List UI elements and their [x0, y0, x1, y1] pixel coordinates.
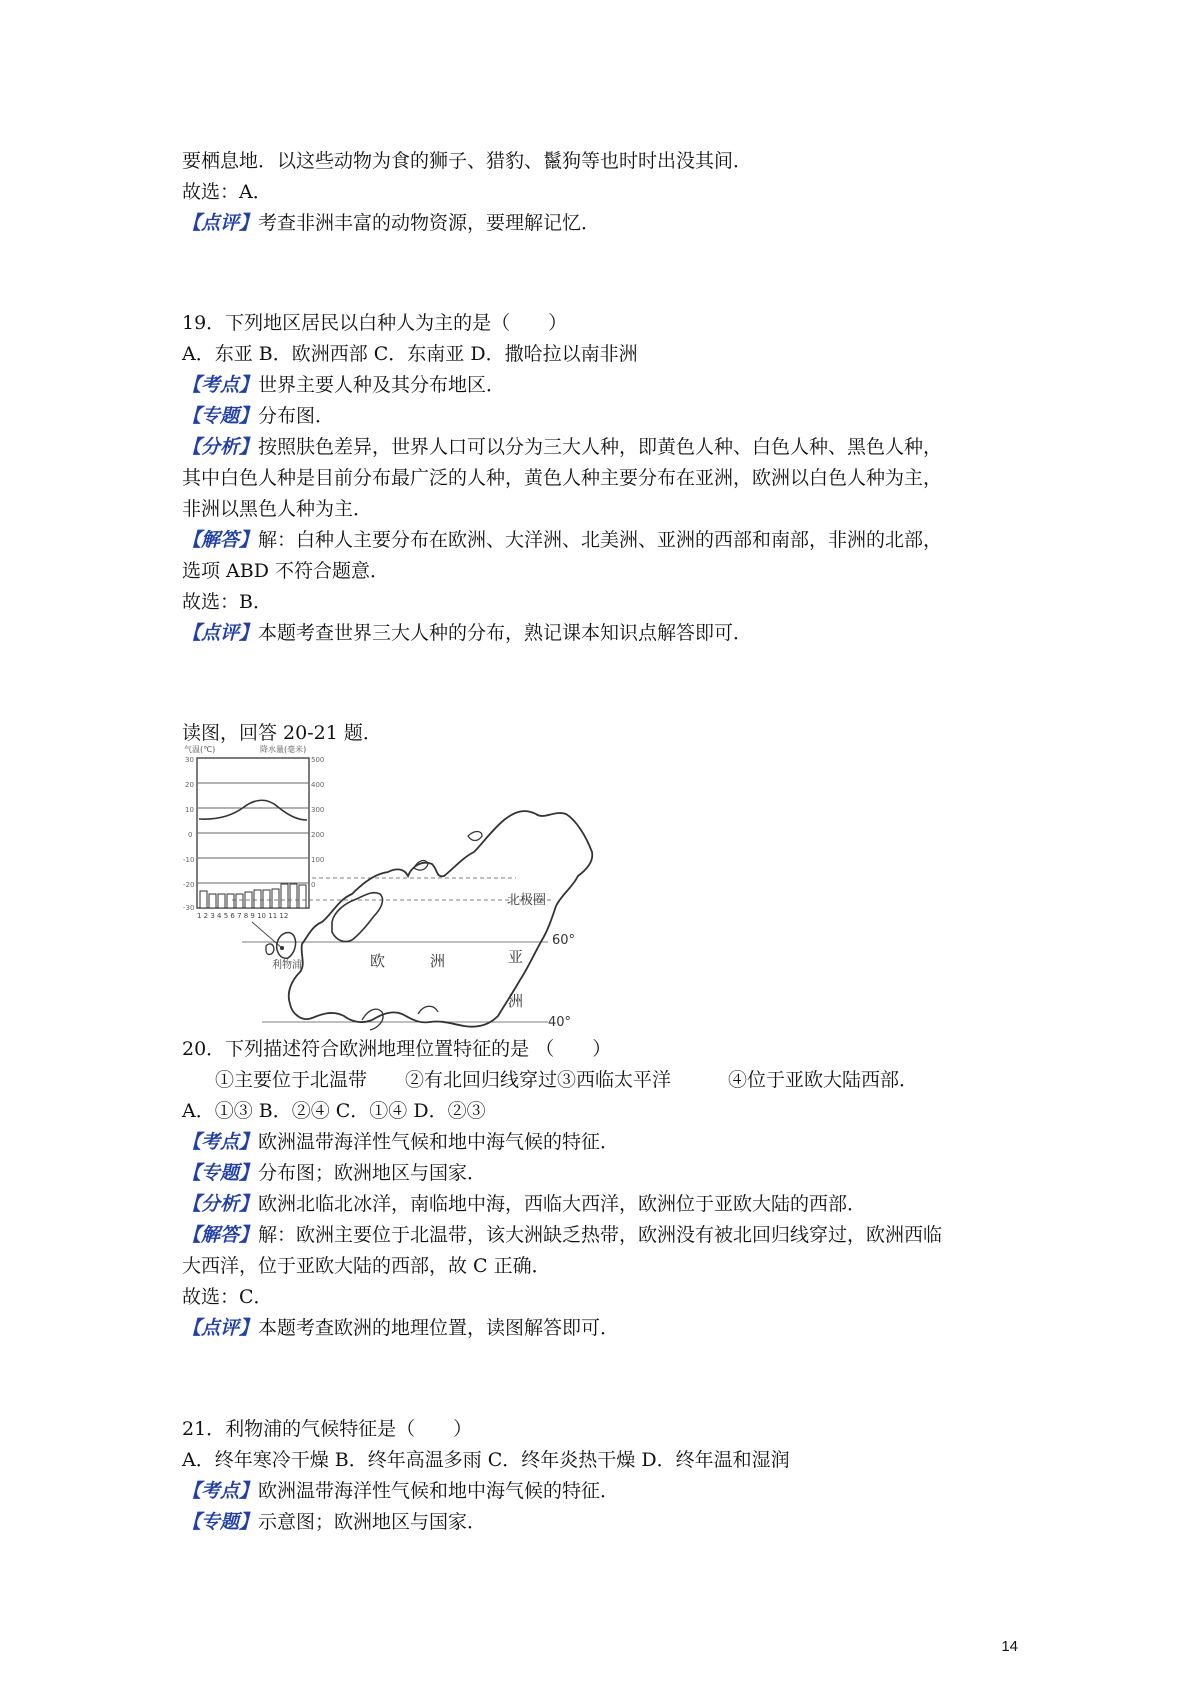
y-tick: 10	[185, 806, 194, 814]
q19-jieda-2: 选项 ABD 不符合题意．	[182, 560, 389, 582]
jieda-tag: 【解答】	[182, 1224, 259, 1246]
q20-statements: ①主要位于北温带 ②有北回归线穿过③西临太平洋 ④位于亚欧大陆西部．	[215, 1069, 919, 1091]
kaodian-text: 欧洲温带海洋性气候和地中海气候的特征．	[258, 1480, 620, 1502]
kaodian-text: 世界主要人种及其分布地区．	[258, 374, 506, 396]
zhuanti-tag: 【专题】	[182, 405, 259, 427]
europe-map-figure	[182, 744, 622, 1032]
y-tick: 0	[188, 831, 193, 839]
lat-60-label: 60°	[552, 933, 576, 948]
zhuanti-text: 分布图；欧洲地区与国家．	[258, 1162, 487, 1184]
q20-answer: 故选：C．	[182, 1286, 273, 1308]
zhuanti-tag: 【专题】	[182, 1511, 259, 1533]
kaodian-tag: 【考点】	[182, 1480, 259, 1502]
intro-line-1: 要栖息地．以这些动物为食的狮子、猎豹、鬣狗等也时时出没其间．	[182, 150, 753, 172]
q20-options: A．①③ B．②④ C．①④ D．②③	[182, 1100, 486, 1122]
q19-comment	[182, 620, 752, 646]
lat-40-label: 40°	[548, 1015, 572, 1030]
q21-options: A．终年寒冷干燥 B．终年高温多雨 C．终年炎热干燥 D．终年温和湿润	[182, 1449, 790, 1471]
q19-fenxi-1	[182, 434, 942, 460]
europe-label-2: 洲	[430, 952, 446, 970]
fenxi-text: 按照肤色差异，世界人口可以分为三大人种，即黄色人种、白色人种、黑色人种，	[258, 436, 943, 458]
y-tick: 100	[311, 856, 325, 864]
q20-jieda-2: 大西洋，位于亚欧大陆的西部，故 C 正确．	[182, 1255, 551, 1277]
kaodian-tag: 【考点】	[182, 1131, 259, 1153]
europe-label-1: 欧	[370, 952, 386, 970]
q20-comment	[182, 1315, 619, 1341]
asia-label-2: 洲	[508, 992, 524, 1010]
q19-fenxi-2: 其中白色人种是目前分布最广泛的人种，黄色人种主要分布在亚洲，欧洲以白色人种为主，	[182, 467, 943, 489]
page-number: 14	[1001, 1638, 1018, 1655]
figure-intro: 读图，回答 20-21 题．	[182, 722, 382, 744]
kaodian-tag: 【考点】	[182, 374, 259, 396]
y-right-label: 降水量(毫米)	[260, 745, 307, 754]
comment-text: 考查非洲丰富的动物资源，要理解记忆．	[258, 212, 601, 234]
zhuanti-text: 分布图．	[258, 405, 335, 427]
comment-tag: 【点评】	[182, 622, 259, 644]
q21-kaodian	[182, 1478, 619, 1504]
jieda-text: 解：欧洲主要位于北温带，该大洲缺乏热带，欧洲没有被北回归线穿过，欧洲西临	[258, 1224, 943, 1246]
y-tick: 0	[311, 881, 316, 889]
fenxi-text: 欧洲北临北冰洋，南临地中海，西临大西洋，欧洲位于亚欧大陆的西部．	[258, 1193, 867, 1215]
comment-text: 本题考查欧洲的地理位置，读图解答即可．	[258, 1317, 620, 1339]
zhuanti-text: 示意图；欧洲地区与国家．	[258, 1511, 487, 1533]
intro-comment	[182, 210, 600, 236]
y-tick: 300	[311, 806, 325, 814]
y-tick: 200	[311, 831, 325, 839]
q19-kaodian	[182, 372, 505, 398]
q19-options: A．东亚 B．欧洲西部 C．东南亚 D．撒哈拉以南非洲	[182, 343, 638, 365]
q19-zhuanti	[182, 403, 334, 429]
comment-tag: 【点评】	[182, 212, 259, 234]
climate-chart	[183, 744, 324, 920]
liverpool-label: 利物浦	[272, 960, 302, 971]
q19-stem: 19．下列地区居民以白种人为主的是（ ）	[182, 312, 568, 334]
y-tick: -30	[183, 904, 195, 912]
asia-label-1: 亚	[508, 948, 524, 966]
y-tick: 30	[185, 756, 194, 764]
month-ticks: 1 2 3 4 5 6 7 8 9 10 11 12	[197, 912, 289, 920]
q21-zhuanti	[182, 1509, 486, 1535]
arctic-circle-label: 北极圈	[507, 893, 547, 908]
intro-answer: 故选：A．	[182, 181, 272, 203]
q20-zhuanti	[182, 1160, 486, 1186]
y-tick: 500	[311, 756, 325, 764]
y-tick: -10	[183, 856, 195, 864]
q20-fenxi	[182, 1191, 866, 1217]
q20-stem: 20．下列描述符合欧洲地理位置特征的是 （ ）	[182, 1038, 612, 1060]
q20-kaodian	[182, 1129, 619, 1155]
comment-tag: 【点评】	[182, 1317, 259, 1339]
y-tick: 400	[311, 781, 325, 789]
q21-stem: 21．利物浦的气候特征是（ ）	[182, 1418, 473, 1440]
jieda-tag: 【解答】	[182, 529, 259, 551]
q19-fenxi-3: 非洲以黑色人种为主．	[182, 498, 373, 520]
fenxi-tag: 【分析】	[182, 436, 259, 458]
comment-text: 本题考查世界三大人种的分布，熟记课本知识点解答即可．	[258, 622, 753, 644]
zhuanti-tag: 【专题】	[182, 1162, 259, 1184]
q20-jieda-1	[182, 1222, 942, 1248]
jieda-text: 解：白种人主要分布在欧洲、大洋洲、北美洲、亚洲的西部和南部，非洲的北部，	[258, 529, 943, 551]
y-tick: 20	[185, 781, 194, 789]
y-left-label: 气温(℃)	[184, 745, 216, 754]
q19-answer: 故选：B．	[182, 591, 272, 613]
q19-jieda-1	[182, 527, 942, 553]
fenxi-tag: 【分析】	[182, 1193, 259, 1215]
kaodian-text: 欧洲温带海洋性气候和地中海气候的特征．	[258, 1131, 620, 1153]
y-tick: -20	[183, 881, 195, 889]
